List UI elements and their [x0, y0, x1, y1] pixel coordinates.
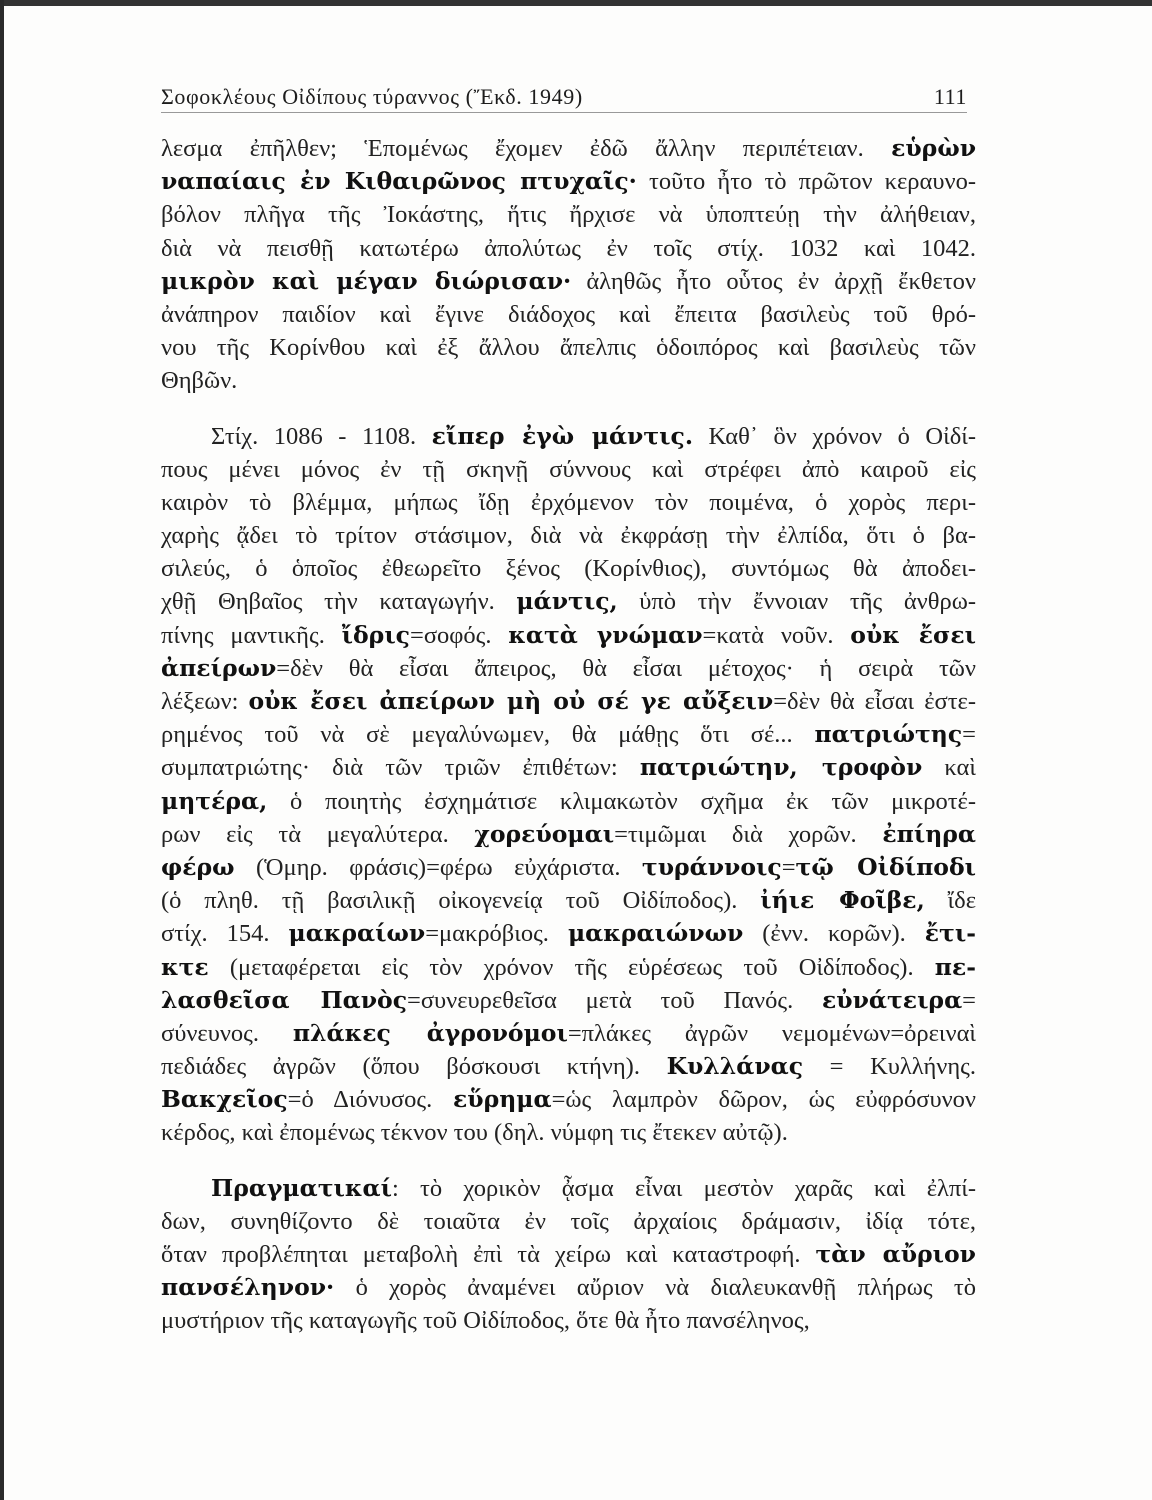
gloss-text: = Κυλλήνης.: [803, 1053, 976, 1081]
gloss-text: =ὁ Διόνυσος.: [287, 1086, 453, 1114]
paragraph: [161, 132, 976, 398]
text-line: [161, 785, 976, 818]
lemma: λασθεῖσα Πανὸς: [161, 985, 408, 1014]
gloss-text: νου τῆς Κορίνθου καὶ ἐξ ἄλλου ἄπελπις ὁδοιπόρος καὶ βασιλεὺς τῶν: [161, 334, 976, 362]
commentary-body: [161, 132, 976, 1338]
text-line: [161, 818, 976, 851]
gloss-text: ρημένος τοῦ νὰ σὲ μεγαλύνωμεν, θὰ μάθῃς ὅτι σέ...: [161, 721, 815, 749]
gloss-text: (μεταφέρεται εἰς τὸν χρόνον τῆς εὑρέσεως τοῦ Οἰδίποδος).: [208, 953, 935, 981]
gloss-text: μυστήριον τῆς καταγωγῆς τοῦ Οἰδίποδος, ὅτε θὰ ἦτο πανσέληνος,: [161, 1307, 810, 1335]
lemma: οὐκ ἔσει: [850, 620, 977, 649]
gloss-text: πίνης μαντικῆς.: [161, 621, 342, 649]
gloss-text: συμπατριώτης· διὰ τῶν τριῶν ἐπιθέτων:: [161, 754, 640, 782]
gloss-text: =δὲν θὰ εἶσαι ἐστε-: [773, 688, 976, 715]
gloss-text: =: [962, 986, 976, 1014]
gloss-text: σιλεύς, ὁ ὁποῖος ἐθεωρεῖτο ξένος (Κορίνθιος), συντόμως θὰ ἀποδει-: [161, 555, 976, 583]
text-line: [161, 884, 976, 917]
gloss-text: =πλάκες ἀγρῶν νεμομένων=ὀρειναὶ: [567, 1019, 976, 1047]
text-line: [161, 420, 976, 453]
scan-edge-left: [0, 0, 4, 1500]
gloss-text: πους μένει μόνος ἐν τῇ σκηνῇ σύννους καὶ στρέφει ἀπὸ καιροῦ εἰς: [161, 455, 976, 483]
gloss-text: καὶ: [922, 754, 976, 782]
text-line: [161, 486, 976, 519]
text-line: [161, 132, 976, 165]
lemma: μάντις,: [516, 587, 618, 616]
gloss-text: =σοφός.: [410, 621, 509, 649]
gloss-text: Στίχ. 1086 - 1108.: [211, 422, 432, 450]
gloss-text: =κατὰ νοῦν.: [702, 621, 851, 649]
text-line: [161, 917, 976, 950]
text-line: [161, 1172, 976, 1205]
gloss-text: πεδιάδες ἀγρῶν (ὅπου βόσκουσι κτήνη).: [161, 1053, 667, 1081]
gloss-text: =: [781, 853, 796, 881]
lemma: ἔτι-: [924, 919, 976, 948]
lemma: οὐκ ἔσει ἀπείρων μὴ οὐ σέ γε αὔξειν: [248, 687, 774, 715]
gloss-text: ὁ ποιητὴς ἐσχημάτισε κλιμακωτὸν σχῆμα ἐκ τῶν μικροτέ-: [267, 787, 976, 815]
gloss-text: καιρὸν τὸ βλέμμα, μήπως ἴδῃ ἐρχόμενον τὸν ποιμένα, ὁ χορὸς περι-: [161, 488, 976, 516]
lemma: φέρω: [161, 852, 235, 881]
lemma: πατριώτης: [814, 720, 963, 749]
gloss-text: χαρὴς ᾄδει τὸ τρίτον στάσιμον, διὰ νὰ ἐκφράσῃ τὴν ἐλπίδα, ὅτι ὁ βα-: [161, 522, 976, 550]
lemma: τὰν αὔριον: [815, 1240, 976, 1268]
lemma: εὑρὼν: [891, 134, 976, 162]
text-line: [161, 453, 976, 486]
text-line: [161, 265, 976, 298]
gloss-text: ἀληθῶς ἦτο οὗτος ἐν ἀρχῇ ἔκθετον: [571, 267, 976, 295]
lemma: τυράννοις: [641, 852, 782, 881]
scan-edge-top: [0, 0, 1152, 6]
gloss-text: βόλον πλῆγα τῆς Ἰοκάστης, ἥτις ἤρχισε νὰ ὑποπτεύῃ τὴν ἀλήθειαν,: [161, 201, 976, 229]
lemma: μακραιώνων: [567, 919, 744, 948]
gloss-text: ἴδε: [924, 887, 976, 915]
gloss-text: δων, συνηθίζοντο δὲ τοιαῦτα ἐν τοῖς ἀρχαίοις δράμασιν, ἰδίᾳ τότε,: [161, 1207, 976, 1235]
text-line: [161, 851, 976, 884]
page-number: 111: [933, 84, 967, 109]
text-line: [161, 298, 976, 331]
lemma: ναπαίαις ἐν Κιθαιρῶνος πτυχαῖς·: [161, 167, 637, 196]
text-line: [161, 751, 976, 784]
paragraph: [161, 1172, 976, 1338]
lemma: τῷ Οἰδίποδι: [795, 852, 976, 881]
text-line: [161, 519, 976, 552]
lemma: μητέρα,: [161, 786, 268, 815]
text-line: [161, 1304, 976, 1337]
text-line: [161, 718, 976, 751]
text-line: [161, 1238, 976, 1271]
gloss-text: λέξεων:: [161, 688, 249, 715]
gloss-text: λεσμα ἐπῆλθεν; Ἑπομένως ἔχομεν ἐδῶ ἄλλην περιπέτειαν.: [161, 135, 892, 162]
gloss-text: κέρδος, καὶ ἐπομένως τέκνον του (δηλ. νύμφη τις ἔτεκεν αὐτῷ).: [161, 1119, 788, 1147]
lemma: πατριώτην, τροφὸν: [639, 753, 923, 782]
lemma: κτε: [161, 952, 209, 981]
text-line: [161, 364, 976, 397]
lemma: ἀπείρων: [161, 653, 277, 682]
text-line: [161, 1205, 976, 1238]
gloss-text: Καθ᾽ ὃν χρόνον ὁ Οἰδί-: [693, 422, 976, 450]
gloss-text: =δὲν θὰ εἶσαι ἄπειρος, θὰ εἶσαι μέτοχος· ἡ σειρὰ τῶν: [276, 654, 976, 682]
gloss-text: ἀνάπηρον παιδίον καὶ ἔγινε διάδοχος καὶ ἔπειτα βασιλεὺς τοῦ θρό-: [161, 300, 976, 328]
text-line: [161, 165, 976, 198]
gloss-text: =συνευρεθεῖσα μετὰ τοῦ Πανός.: [407, 986, 822, 1014]
gloss-text: στίχ. 154.: [161, 920, 289, 948]
gloss-text: σύνευνος.: [161, 1019, 293, 1047]
text-line: [161, 951, 976, 984]
text-line: [161, 1116, 976, 1149]
gloss-text: ὁ χορὸς ἀναμένει αὔριον νὰ διαλευκανθῇ πλήρως τὸ: [334, 1274, 976, 1302]
gloss-text: διὰ νὰ πεισθῇ κατωτέρω ἀπολύτως ἐν τοῖς στίχ. 1032 καὶ 1042.: [161, 234, 976, 262]
gloss-text: : τὸ χορικὸν ᾆσμα εἶναι μεστὸν χαρᾶς καὶ ἐλπί-: [391, 1174, 976, 1202]
gloss-text: τοῦτο ἦτο τὸ πρῶτον κεραυνο-: [636, 168, 976, 196]
lemma: εὕρημα: [453, 1085, 552, 1114]
lemma: ἰήιε Φοῖβε,: [760, 886, 925, 915]
lemma: πλάκες ἀγρονόμοι: [292, 1018, 568, 1047]
gloss-text: =: [962, 721, 976, 749]
gloss-text: (ἐνν. κορῶν).: [743, 920, 925, 948]
text-line: [161, 619, 976, 652]
text-line: [161, 232, 976, 265]
lemma: μακραίων: [288, 919, 426, 948]
lemma: εὐνάτειρα: [821, 985, 963, 1014]
text-line: [161, 1017, 976, 1050]
lemma: μικρὸν καὶ μέγαν διώρισαν·: [161, 266, 572, 295]
lemma: χορεύομαι: [474, 819, 615, 848]
gloss-text: =ὡς λαμπρὸν δῶρον, ὡς εὐφρόσυνον: [551, 1086, 976, 1114]
lemma: Βακχεῖος: [161, 1085, 288, 1114]
gloss-text: =μακρόβιος.: [425, 920, 568, 948]
lemma: Κυλλάνας: [666, 1052, 804, 1081]
text-line: [161, 198, 976, 231]
lemma: κατὰ γνώμαν: [508, 620, 703, 649]
gloss-text: ρων εἰς τὰ μεγαλύτερα.: [161, 820, 475, 848]
gloss-text: ὅταν προβλέπηται μεταβολὴ ἐπὶ τὰ χείρω καὶ καταστροφή.: [161, 1241, 816, 1268]
gloss-text: χθῇ Θηβαῖος τὴν καταγωγήν.: [161, 588, 517, 616]
lemma: ἐπίηρα: [882, 819, 976, 848]
lemma: πανσέληνον·: [161, 1273, 335, 1302]
gloss-text: =τιμῶμαι διὰ χορῶν.: [614, 820, 883, 848]
text-line: [161, 585, 976, 618]
lemma: ἴδρις: [341, 620, 410, 649]
lemma: Πραγματικαί: [211, 1173, 392, 1202]
text-line: [161, 552, 976, 585]
text-line: [161, 652, 976, 685]
text-line: [161, 685, 976, 718]
running-title: Σοφοκλέους Οἰδίπους τύραννος (Ἔκδ. 1949): [161, 84, 583, 109]
gloss-text: ὑπὸ τὴν ἔννοιαν τῆς ἀνθρω-: [617, 588, 976, 616]
text-line: [161, 1083, 976, 1116]
header-rule: [161, 112, 967, 113]
running-header: [161, 70, 967, 110]
gloss-text: Θηβῶν.: [161, 367, 238, 395]
gloss-text: (ὁ πληθ. τῇ βασιλικῇ οἰκογενείᾳ τοῦ Οἰδίποδος).: [161, 887, 761, 915]
gloss-text: (Ὁμηρ. φράσις)=φέρω εὐχάριστα.: [234, 853, 642, 881]
lemma: εἴπερ ἐγὼ μάντις.: [431, 421, 694, 450]
text-line: [161, 984, 976, 1017]
lemma: πε-: [934, 952, 976, 981]
text-line: [161, 331, 976, 364]
text-line: [161, 1050, 976, 1083]
text-line: [161, 1271, 976, 1304]
paragraph: [161, 420, 976, 1150]
